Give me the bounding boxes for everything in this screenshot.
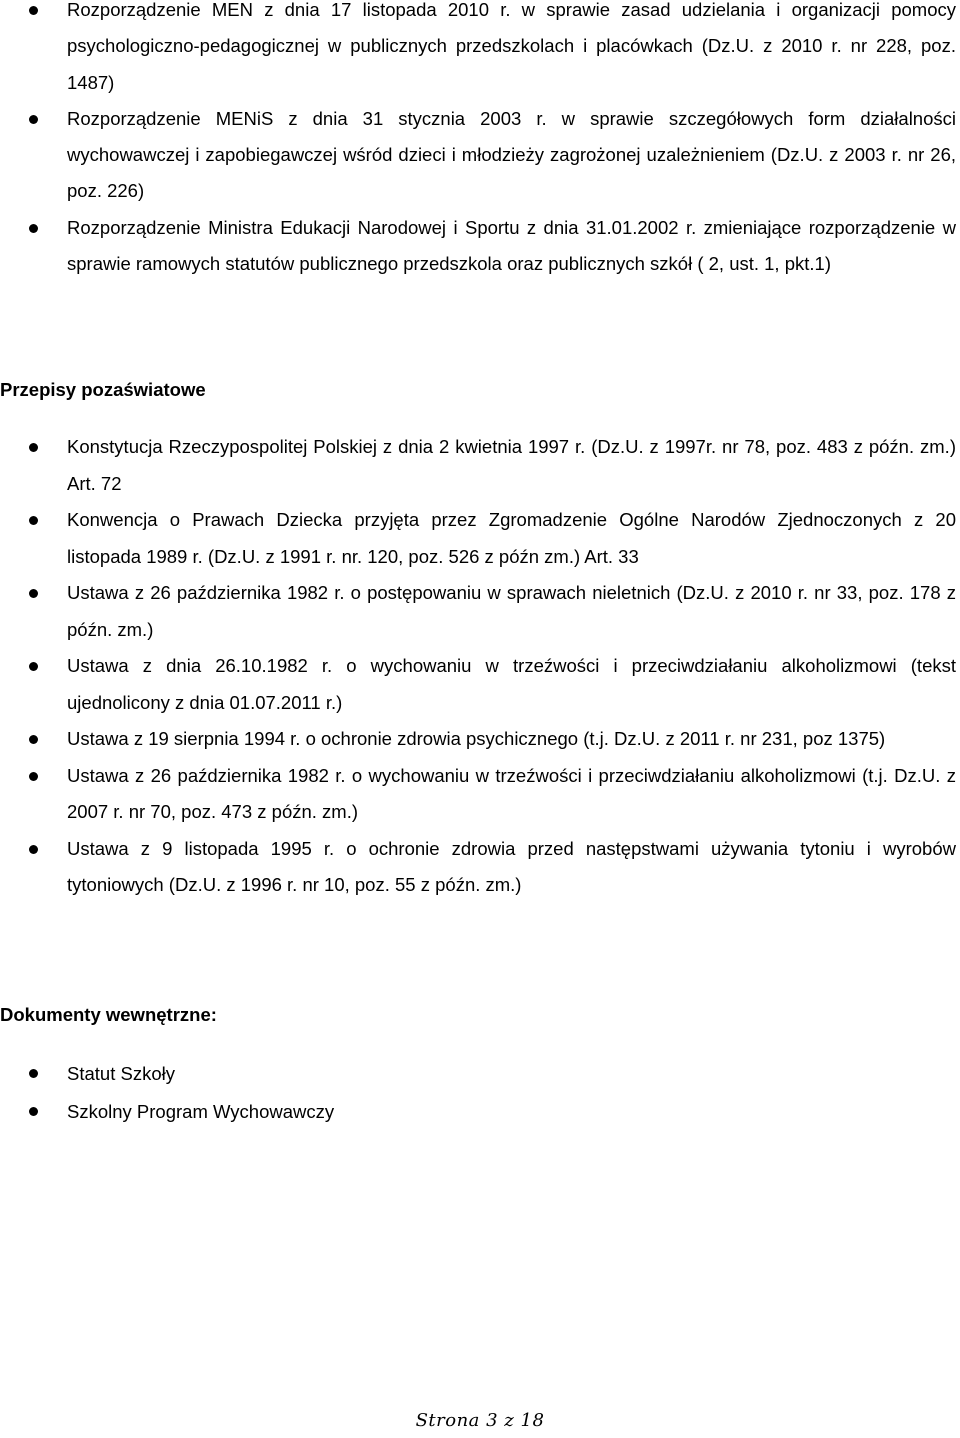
internal-documents-list [0, 1055, 958, 1130]
list-item [0, 502, 958, 575]
list-item-text: Statut Szkoły [67, 1063, 175, 1084]
list-item-text: Rozporządzenie MEN z dnia 17 listopada 2010 r. w sprawie zasad udzielania i organizacji pomocy psychologiczno-pedagogicznej w publicznych przedszkolach i placówkach (Dz.U. z 2010 r. nr 228, poz. 1487) [67, 0, 956, 93]
list-item [0, 648, 958, 721]
bullet-icon [29, 443, 38, 452]
list-item [0, 0, 958, 101]
list-item [0, 831, 958, 904]
list-item [0, 575, 958, 648]
list-item-text: Ustawa z dnia 26.10.1982 r. o wychowaniu w trzeźwości i przeciwdziałaniu alkoholizmowi (tekst ujednolicony z dnia 01.07.2011 r.) [67, 655, 956, 713]
list-item-text: Ustawa z 19 sierpnia 1994 r. o ochronie zdrowia psychicznego (t.j. Dz.U. z 2011 r. nr 231, poz 1375) [67, 728, 886, 749]
bullet-icon [29, 1107, 38, 1116]
external-regulations-list [0, 429, 958, 904]
list-item-text: Ustawa z 9 listopada 1995 r. o ochronie zdrowia przed następstwami używania tytoniu i wyrobów tytoniowych (Dz.U. z 1996 r. nr 10, poz. 55 z późn. zm.) [67, 837, 956, 895]
list-item [0, 758, 958, 831]
list-item [0, 721, 958, 758]
top-regulations-list [0, 0, 958, 282]
list-item-text: Konwencja o Prawach Dziecka przyjęta przez Zgromadzenie Ogólne Narodów Zjednoczonych z 20 listopada 1989 r. (Dz.U. z 1991 r. nr. 120, poz. 526 z późn zm.) Art. 33 [67, 509, 956, 567]
bullet-icon [29, 516, 38, 525]
list-item-text: Rozporządzenie MENiS z dnia 31 stycznia 2003 r. w sprawie szczegółowych form działalności wychowawczej i zapobiegawczej wśród dzieci i młodzieży zagrożonej uzależnieniem (Dz.U. z 2003 r. nr 26, poz. 226) [67, 107, 956, 202]
bullet-icon [29, 6, 38, 15]
list-item [0, 210, 958, 283]
section-heading-external-regulations: Przepisy pozaświatowe [0, 379, 206, 400]
page-number-footer: Strona 3 z 18 [415, 1410, 545, 1431]
bullet-icon [29, 845, 38, 854]
list-item [0, 101, 958, 210]
list-item-text: Konstytucja Rzeczypospolitej Polskiej z dnia 2 kwietnia 1997 r. (Dz.U. z 1997r. nr 78, poz. 483 z późn. zm.) Art. 72 [67, 436, 956, 494]
list-item [0, 1055, 958, 1093]
list-item-text: Ustawa z 26 października 1982 r. o postępowaniu w sprawach nieletnich (Dz.U. z 2010 r. nr 33, poz. 178 z późn. zm.) [67, 582, 956, 640]
list-item [0, 429, 958, 502]
list-item-text: Ustawa z 26 października 1982 r. o wychowaniu w trzeźwości i przeciwdziałaniu alkoholizmowi (t.j. Dz.U. z 2007 r. nr 70, poz. 473 z późn. zm.) [67, 764, 956, 822]
bullet-icon [29, 735, 38, 744]
bullet-icon [29, 115, 38, 124]
list-item-text: Szkolny Program Wychowawczy [67, 1100, 335, 1122]
bullet-icon [29, 224, 38, 233]
section-heading-internal-documents: Dokumenty wewnętrzne: [0, 1004, 217, 1025]
list-item-text: Rozporządzenie Ministra Edukacji Narodowej i Sportu z dnia 31.01.2002 r. zmieniające rozporządzenie w sprawie ramowych statutów publicznego przedszkola oraz publicznych szkół ( 2, ust. 1, pkt.1) [67, 216, 956, 275]
bullet-icon [29, 772, 38, 781]
bullet-icon [29, 589, 38, 598]
bullet-icon [29, 1069, 38, 1078]
list-item [0, 1093, 958, 1131]
bullet-icon [29, 662, 38, 671]
